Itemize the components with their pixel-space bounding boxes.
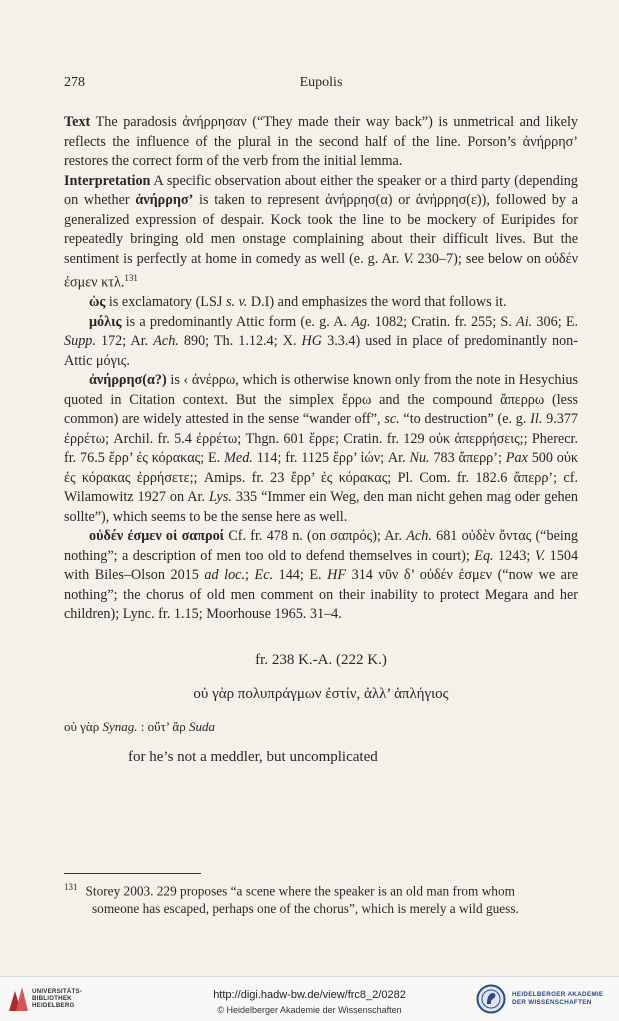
work-title: Supp.	[64, 333, 96, 350]
footer-bar	[0, 976, 619, 1021]
text-span: : οὔτ’ ἄρ	[140, 718, 186, 734]
abbrev: sc.	[384, 411, 400, 428]
text-span: 500 οὐκ ἐς κόρακας ἐρρήσετε;; Amips. fr. 23 ἔρρ’ ἐς κόρακας; Pl. Com. fr. 182.6 ἄπερρ’; cf. Wilamowitz 1927 on Ar.	[64, 450, 579, 506]
text-span: 681 οὐδὲν ὄντας (“being nothing”; a description of men too old to defend themselves in court);	[64, 528, 579, 564]
text-span: 890; Th. 1.12.4; X.	[183, 333, 297, 350]
logo-line: DER WISSENSCHAFTEN	[512, 999, 592, 1006]
abbrev: ad loc.	[204, 567, 246, 584]
footnote-number: 131	[64, 882, 78, 892]
apparatus	[64, 717, 578, 737]
lemma-molis	[64, 313, 578, 372]
work-title: Ec.	[254, 567, 274, 584]
text-label: Text	[64, 114, 91, 130]
text-span: 3.3.4) used in place of predominantly non-Attic μόγις.	[64, 333, 578, 369]
text-span: D.I) and emphasizes the word that follows it.	[250, 294, 507, 311]
text-span: 783 ἄπερρ’;	[433, 450, 502, 467]
text-span: ;	[245, 567, 249, 584]
lemma-term: ἀνήρρησ(α?)	[89, 372, 167, 389]
academy-label	[512, 991, 603, 1007]
text-span: οὐ γὰρ	[64, 718, 100, 734]
logo-line: HEIDELBERGER AKADEMIE	[512, 991, 604, 998]
academy-seal-icon	[476, 984, 506, 1014]
logo-line: HEIDELBERG	[32, 1002, 75, 1009]
text-span: 230–7); see below on οὐδέν ἐσμεν κτλ.	[64, 250, 578, 291]
work-title: Ach.	[406, 528, 432, 545]
commentary-body	[64, 113, 578, 768]
work-title: Lys.	[209, 489, 232, 506]
work-title: V.	[534, 547, 546, 564]
lemma-term: οὐδέν ἐσμεν οἱ σαπροί	[89, 528, 225, 545]
text-span: 114; fr. 1125 ἔρρ’ ἰών; Ar.	[256, 450, 406, 467]
text-span: is taken to represent ἀνήρρησ(α) or ἀνήρρησ(ε)), followed by a generalized expression of despair. Kock took the line to be mockery of Euripides for repeatedly bringing old men onstage complaining about their difficult lives. But the sentiment is perfectly at home in comedy as well (e. g. Ar.	[64, 192, 579, 267]
logo-line: UNIVERSITÄTS-	[32, 988, 83, 995]
work-title: Pax	[505, 450, 528, 467]
footnote-rule	[64, 873, 201, 874]
text-span: A specific observation about either the speaker or a third party (depending on whether	[64, 172, 578, 208]
permalink-url[interactable]: http://digi.hadw-bw.de/view/frc8_2/0282	[213, 989, 406, 1001]
interpretation-paragraph	[64, 172, 578, 294]
interpretation-label: Interpretation	[64, 172, 151, 189]
source-title: Synag.	[102, 718, 138, 734]
fragment-greek-line: οὐ γὰρ πολυπράγμων ἐστίν, ἀλλ’ ἁπλήγιος	[193, 686, 449, 703]
footnote-line-2: someone has escaped, perhaps one of the chorus”, which is merely a wild guess.	[92, 901, 519, 917]
text-span: 144; E.	[278, 567, 322, 584]
lemma-hos	[64, 293, 578, 313]
text-span: is a predominantly Attic form (e. g. A.	[125, 313, 348, 330]
text-content: The paradosis ἀνήρρησαν (“They made their way back”) is unmetrical and likely reflects the influence of the plural in the second half of the line. Porson’s ἀνήρρησ’ restores the correct form of the verb from the initial lemma.	[64, 114, 578, 169]
lemma-term: ὡς	[89, 294, 106, 311]
work-title: Eq.	[474, 547, 494, 564]
lemma-ouden	[64, 527, 578, 625]
work-title: Ag.	[351, 313, 371, 330]
page-header	[64, 75, 578, 95]
work-title: HG	[301, 333, 323, 350]
text-section	[64, 113, 578, 172]
work-title: Nu.	[409, 450, 430, 467]
lemma-term: μόλις	[89, 313, 122, 330]
text-span: “to destruction” (e. g.	[403, 411, 527, 428]
work-title: V.	[403, 250, 414, 267]
running-title: Eupolis	[299, 75, 343, 90]
work-title: Ach.	[153, 333, 179, 350]
footnote	[64, 878, 584, 918]
text-span: 314 νῦν δ’ οὐδέν ἐσμεν (“now we are nothing”; the chorus of old men comment on their inability to protect Megara and her children); Lync. fr. 1.15; Moorhouse 1965. 31–4.	[64, 567, 578, 623]
text-span: is exclamatory (LSJ	[108, 294, 223, 311]
page-number: 278	[64, 75, 85, 90]
fragment-translation: for he’s not a meddler, but uncomplicated	[128, 749, 378, 766]
source-title: Suda	[188, 718, 215, 734]
text-span: 335 “Immer ein Weg, den man nicht gehen mag oder gehen sollte”), which seems to be the sense here as well.	[64, 489, 578, 525]
fragment-title: fr. 238 K.-A. (222 K.)	[255, 651, 387, 668]
work-title: Ai.	[516, 313, 533, 330]
work-title: HF	[327, 567, 347, 584]
lemma-anerresa	[64, 371, 578, 527]
text-span: Cf. fr. 478 n. (on σαπρός); Ar.	[228, 528, 403, 545]
text-span: 1082; Cratin. fr. 255; S.	[374, 313, 512, 330]
text-span: 172; Ar.	[100, 333, 149, 350]
work-title: Med.	[224, 450, 253, 467]
text-span: 306; E.	[536, 313, 579, 330]
copyright-notice: © Heidelberger Akademie der Wissenschaften	[217, 1005, 402, 1015]
work-title: Il.	[530, 411, 543, 428]
abbrev: s. v.	[225, 294, 248, 311]
logo-line: BIBLIOTHEK	[32, 995, 72, 1002]
footnote-ref: 131	[124, 273, 138, 283]
text-span: 1243;	[498, 547, 531, 564]
greek-term: ἀνήρρησ’	[135, 192, 194, 208]
footnote-line-1: Storey 2003. 229 proposes “a scene where the speaker is an old man from whom	[85, 883, 515, 899]
text-span: is ‹ ἀνέρρω, which is otherwise known only from the note in Hesychius quoted in Citation context. But the simplex ἔρρω and the compound ἄπερρω (less common) are widely attested in the sense “wander off”,	[64, 372, 579, 428]
text-span: 9.377 ἐρρέτω; Archil. fr. 5.4 ἐρρέτω; Thgn. 601 ἔρρε; Cratin. fr. 129 οὐκ ἀπερρήσεις;; Pherecr. fr. 76.5 ἔρρ’ ἐς κόρακας; E.	[64, 411, 579, 467]
text-span: 1504 with Biles–Olson 2015	[64, 547, 579, 584]
